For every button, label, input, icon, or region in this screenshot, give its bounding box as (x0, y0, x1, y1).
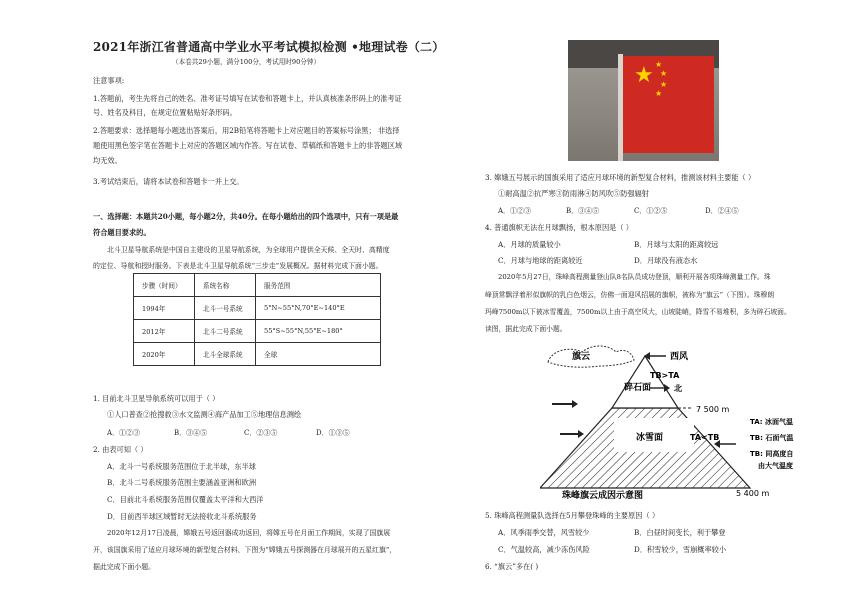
small-star-icon: ★ (655, 60, 663, 69)
passage-line: 读图，据此完成下面小题。 (485, 325, 567, 333)
table-row (134, 320, 381, 343)
passage-line: 玛峰7500m以下被冰雪覆盖，7500m以上由于高空风大，山坡陡峭，降雪不易堆积，多为碎石坡面。 (485, 308, 791, 316)
table-header-cell: 步骤（时间） (134, 274, 195, 297)
small-star-icon: ★ (655, 89, 663, 98)
table-cell: 北斗二号系统 (195, 320, 256, 343)
label-flag-cloud: 旗云 (572, 352, 591, 362)
big-star-icon: ★ (634, 63, 654, 88)
question-3-option-d: D．②④⑤ (705, 207, 739, 215)
label-ice: 冰雪面 (636, 433, 664, 443)
table-cell: 北斗全球系统 (195, 343, 256, 366)
table-cell: 全球 (256, 343, 381, 366)
question-4-option-b: B．月球与太阳的距离较远 (634, 240, 719, 249)
question-5-option-a: A．风季雨季交替，风雪较少 (498, 528, 590, 537)
table-cell: 2020年 (134, 343, 195, 366)
label-7500m: 7 500 m (696, 405, 730, 414)
question-1-stem: 1. 目前北斗卫星导航系统可以用于（ ） (93, 394, 220, 403)
notes-line: 号、姓名及科目，在规定位置粘贴好条形码。 (93, 108, 237, 117)
small-star-icon: ★ (660, 80, 668, 89)
page-subtitle: （本卷共29小题，满分100分，考试用时90分钟） (172, 58, 321, 66)
table-header-cell: 服务范围 (256, 274, 381, 297)
question-3-items: ①耐高温②抗严寒③防雨淋④防风吹⑤防强辐射 (498, 189, 649, 198)
passage-line: 2020年12月17日凌晨，嫦娥五号返回器成功返回，将嫦五号在月面工作期间，实现了国旗展 (107, 529, 391, 537)
question-2-option-b: B．北斗二号系统服务范围主要涵盖亚洲和欧洲 (107, 478, 257, 487)
question-3-option-b: B．③④⑤ (566, 207, 600, 215)
question-5-option-b: B．白昼时间变长，利于攀登 (634, 528, 726, 537)
question-5-option-c: C．气温较高，减少冻伤风险 (498, 545, 590, 554)
notes-line: 1.答题前，考生先将自己的姓名、准考证号填写在试卷和答题卡上，并认真核准条形码上的准考证 (93, 94, 402, 103)
notes-heading: 注意事项: (93, 76, 125, 85)
legend-line: TA: 冰面气温 (750, 418, 794, 426)
label-west-wind: 西风 (670, 352, 689, 362)
passage-line: 北斗卫星导航系统是中国自主建设的卫星导航系统，为全球用户提供全天候、全天时、高精度 (107, 246, 390, 254)
table-cell: 55°S~55°N,55°E~180° (256, 320, 381, 343)
table-row (134, 297, 381, 320)
question-4-option-d: D．月球没有液态水 (634, 256, 698, 265)
question-1-items: ①人口普查②抢搜救③水文监测④海产品加工⑤地理信息测绘 (107, 410, 302, 419)
question-2-option-c: C．目前北斗系统服务范围仅覆盖太平洋和大西洋 (107, 495, 264, 504)
table-cell: 1994年 (134, 297, 195, 320)
passage-line: 开，该国旗采用了适应月球环境的新型复合材料，下图为“嫦娥五号探测器在月球展开的五星红旗”， (93, 546, 397, 554)
label-5400m: 5 400 m (736, 489, 770, 498)
notes-line: 均无效。 (93, 156, 122, 165)
question-3-option-a: A．①②③ (498, 207, 532, 215)
cloud-shape (548, 346, 634, 367)
question-2-option-d: D．目前西半球区域暂时无法接收北斗系统服务 (107, 512, 257, 521)
table-row (134, 343, 381, 366)
flag-cloud-diagram (540, 340, 800, 500)
arrow-head-icon (578, 430, 584, 438)
question-4-stem: 4. 普通旗帜无法在月球飘扬，根本原因是（ ） (485, 223, 633, 232)
notes-line: 3.考试结束后，请将本试卷和答题卡一并上交。 (93, 177, 244, 186)
question-4-option-c: C．月球与地球的距离较近 (498, 256, 583, 265)
question-5-stem: 5. 珠峰高程测量队选择在5月攀登珠峰的主要原因（ ） (485, 511, 660, 520)
table-header-cell: 系统名称 (195, 274, 256, 297)
passage-line: 2020年5月27日，珠峰高程测量登山队8名队员成功登顶，顺利开展各项珠峰测量工作。珠 (498, 273, 771, 281)
legend-line: 由大气温度 (758, 462, 793, 470)
beidou-table (133, 273, 381, 366)
question-5-option-d: D．积雪较少，雪崩概率较小 (634, 545, 727, 554)
section-heading: 符合题目要求的。 (93, 228, 151, 237)
small-star-icon: ★ (660, 69, 668, 78)
question-3-stem: 3. 嫦娥五号展示的国旗采用了适应月球环境的新型复合材料，推测该材料主要能（ ） (485, 173, 756, 182)
question-2-option-a: A．北斗一号系统服务范围位于北半球，东半球 (107, 462, 256, 471)
question-4-option-a: A．月球的质量较小 (498, 240, 561, 249)
question-1-option-d: D．①③⑤ (316, 429, 350, 437)
table-cell: 2012年 (134, 320, 195, 343)
notes-line: 题使用黑色签字笔在答题卡上对应的答题区域内作答。写在试卷、草稿纸和答题卡上的非答题区域 (93, 141, 403, 150)
legend-line: TB: 石面气温 (750, 434, 794, 442)
question-1-option-a: A．①②③ (107, 429, 141, 437)
table-cell: 北斗一号系统 (195, 297, 256, 320)
label-north: 北 (674, 384, 682, 393)
section-heading: 一、选择题：本题共20小题，每小题2分，共40分。在每小题给出的四个选项中，只有一项是最 (93, 212, 399, 221)
notes-line: 2.答题要求：选择题每小题选出答案后，用2B铅笔将答题卡上对应题目的答案标号涂黑； 非选择 (93, 126, 400, 135)
arrow-head-icon (572, 400, 578, 408)
table-cell: 5°N~55°N,70°E~140°E (256, 297, 381, 320)
label-tb-gt-ta: TB>TA (650, 371, 680, 380)
chinese-flag-image (623, 56, 714, 153)
passage-line: 据此完成下面小题。 (93, 563, 156, 571)
question-1-option-c: C．②③⑤ (244, 429, 278, 437)
page-title: 2021年浙江省普通高中学业水平考试模拟检测 •地理试卷（二） (93, 40, 445, 54)
table-header-row (134, 274, 381, 297)
question-3-option-c: C．①②⑤ (634, 207, 668, 215)
passage-line: 的定位、导航和授时服务。下表是北斗卫星导航系统“三步走”发展概况。据材料完成下面小题。 (93, 262, 383, 270)
question-1-option-b: B．③④⑤ (174, 429, 208, 437)
label-ta-lt-tb: TA<TB (690, 433, 720, 442)
legend-line: TB: 同高度自 (750, 450, 794, 458)
flag-on-moon-photo (568, 40, 719, 161)
question-6-stem: 6. “旗云”多在( ) (485, 562, 539, 571)
diagram-caption: 珠峰旗云成因示意图 (562, 491, 644, 500)
question-2-stem: 2. 由表可知（ ） (93, 445, 148, 454)
passage-line: 峰顶常飘浮着形似旗帜的乳白色烟云，仿佛一面迎风招展的旗帜，被称为“旗云”（下图）。珠穆朗 (485, 291, 775, 299)
label-gravel: 碎石面 (624, 383, 652, 393)
